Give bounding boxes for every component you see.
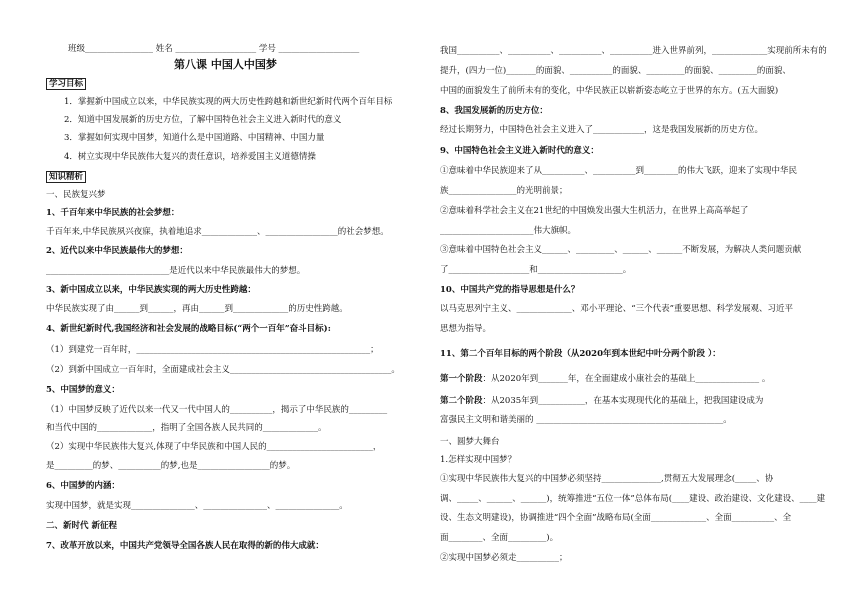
stage-two-label: 第二个阶段 xyxy=(440,396,483,406)
question-8: 8、我国发展新的历史方位： xyxy=(440,106,548,116)
answer-line-9e: ③意味着中国特色社会主义______、_________、______、______不断发展，为解决人类问题贡献 xyxy=(440,245,802,255)
answer-line-5c: （2）实现中华民族伟大复兴,体现了中华民族和中国人民的_________________________， xyxy=(46,442,382,452)
answer-line-1: 千百年来,中华民族夙兴夜寐，执着地追求_____________、_________________的社会梦想。 xyxy=(46,227,389,237)
question-4: 4、新世纪新时代,我国经济和社会发展的战略目标(“两个一百年”奋斗目标): xyxy=(46,324,331,334)
heading-new-era: 二、新时代 新征程 xyxy=(46,521,117,531)
answer-line-8: 经过长期努力，中国特色社会主义进入了____________，这是我国发展新的历史方位。 xyxy=(440,125,764,135)
answer-line-2: _____________________________是近代以来中华民族最伟大的梦想。 xyxy=(46,266,306,276)
answer-line-9f: 了___________________和____________________。 xyxy=(440,265,632,275)
answer-line-5a: （1）中国梦反映了近代以来一代又一代中国人的__________，揭示了中华民族的_________ xyxy=(46,405,388,415)
section-label-knowledge: 知识精析 xyxy=(46,171,86,183)
question-11: 11、第二个百年目标的两个阶段（从2020年到本世纪中叶分两个阶段 ）： xyxy=(440,349,721,359)
stage-two-cont: 富强民主文明和谐美丽的 ____________________________________________。 xyxy=(440,415,732,425)
answer-line-9a: ①意味着中华民族迎来了从__________、__________到________的伟大飞跃，迎来了实现中华民 xyxy=(440,166,798,176)
text-line-r1: 我国__________、__________、__________、__________进入世界前列，_____________实现前所未有的 xyxy=(440,46,827,56)
heading-stage: 一、圆梦大舞台 xyxy=(440,437,500,447)
answer-line-s2: 调、_____、______、______)，统筹推进“五位一体”总体布局(____建设、政治建设、文化建设、____建 xyxy=(440,494,826,504)
answer-line-s5: ②实现中国梦必须走__________； xyxy=(440,553,568,563)
stage-two-text: ：从2035年到___________，在基本实现现代化的基础上，把我国建设成为 xyxy=(482,396,764,406)
question-3: 3、新中国成立以来，中华民族实现的两大历史性跨越： xyxy=(46,285,256,295)
question-2: 2、近代以来中华民族最伟大的梦想： xyxy=(46,246,188,256)
lesson-title: 第八课 中国人中国梦 xyxy=(174,58,277,71)
objective-4: 4．树立实现中华民族伟大复兴的责任意识，培养爱国主义道德情操 xyxy=(64,152,316,162)
stage-one-text: ：从2020年到_______年，在全面建成小康社会的基础上_______________ 。 xyxy=(482,374,771,384)
heading-dream-of-revival: 一、民族复兴梦 xyxy=(46,190,106,200)
answer-line-5d: 是_________的梦、__________的梦,也是_________________的梦。 xyxy=(46,461,296,471)
student-info-line: 班级________________ 姓名 ___________________ 学号 ___________________ xyxy=(68,44,360,54)
answer-line-10b: 思想为指导。 xyxy=(440,324,492,334)
answer-line-6: 实现中国梦，就是实现_______________、_______________、_______________。 xyxy=(46,501,348,511)
question-6: 6、中国梦的内涵： xyxy=(46,481,120,491)
question-1: 1、千百年来中华民族的社会梦想： xyxy=(46,208,180,218)
stage-one-label: 第一个阶段 xyxy=(440,374,483,384)
text-line-r3: 中国的面貌发生了前所未有的变化，中华民族正以崭新姿态屹立于世界的东方。(五大面貌) xyxy=(440,86,779,96)
stage-two-line xyxy=(440,396,763,407)
answer-line-9c: ②意味着科学社会主义在21世纪的中国焕发出强大生机活力，在世界上高高举起了 xyxy=(440,206,749,216)
answer-line-5b: 和当代中国的_____________，指明了全国各族人民共同的_____________。 xyxy=(46,423,327,433)
question-7: 7、改革开放以来，中国共产党领导全国各族人民在取得的新的伟大成就： xyxy=(46,541,324,551)
answer-line-9d: ______________________伟大旗帜。 xyxy=(440,226,577,236)
question-5: 5、中国梦的意义： xyxy=(46,385,120,395)
answer-line-4b: （2）到新中国成立一百年时，全面建成社会主义______________________________________。 xyxy=(46,365,400,375)
answer-line-s4: 面________、全面_________)。 xyxy=(440,533,559,543)
section-label-objectives: 学习目标 xyxy=(46,78,86,90)
text-line-r2: 提升，(四力一位)_______的面貌、__________的面貌、_________的面貌、_________的面貌、 xyxy=(440,66,791,76)
answer-line-4a: （1）到建党一百年时，_______________________________________________________； xyxy=(46,345,379,355)
objective-1: 1．掌握新中国成立以来，中华民族实现的两大历史性跨越和新世纪新时代两个百年目标 xyxy=(64,97,393,107)
stage-one-line xyxy=(440,374,770,385)
question-9: 9、中国特色社会主义进入新时代的意义： xyxy=(440,146,599,156)
question-10: 10、中国共产党的指导思想是什么？ xyxy=(440,285,580,295)
sub-question-1: 1.怎样实现中国梦？ xyxy=(440,455,517,465)
objective-2: 2．知道中国发展新的历史方位，了解中国特色社会主义进入新时代的意义 xyxy=(64,115,342,125)
objective-3: 3．掌握如何实现中国梦，知道什么是中国道路、中国精神、中国力量 xyxy=(64,133,325,143)
answer-line-s3: 设、生态文明建设)，协调推进“四个全面”战略布局(全面_____________、全面__________、全 xyxy=(440,513,792,523)
answer-line-10a: 以马克思列宁主义、_____________、邓小平理论、“三个代表”重要思想、科学发展观、习近平 xyxy=(440,304,793,314)
answer-line-9b: 族________________的光明前景； xyxy=(440,186,568,196)
answer-line-3: 中华民族实现了由______到______，再由______到_____________的历史性跨越。 xyxy=(46,304,348,314)
answer-line-s1: ①实现中华民族伟大复兴的中国梦必须坚持______________,贯彻五大发展理念(_____、协 xyxy=(440,474,774,484)
